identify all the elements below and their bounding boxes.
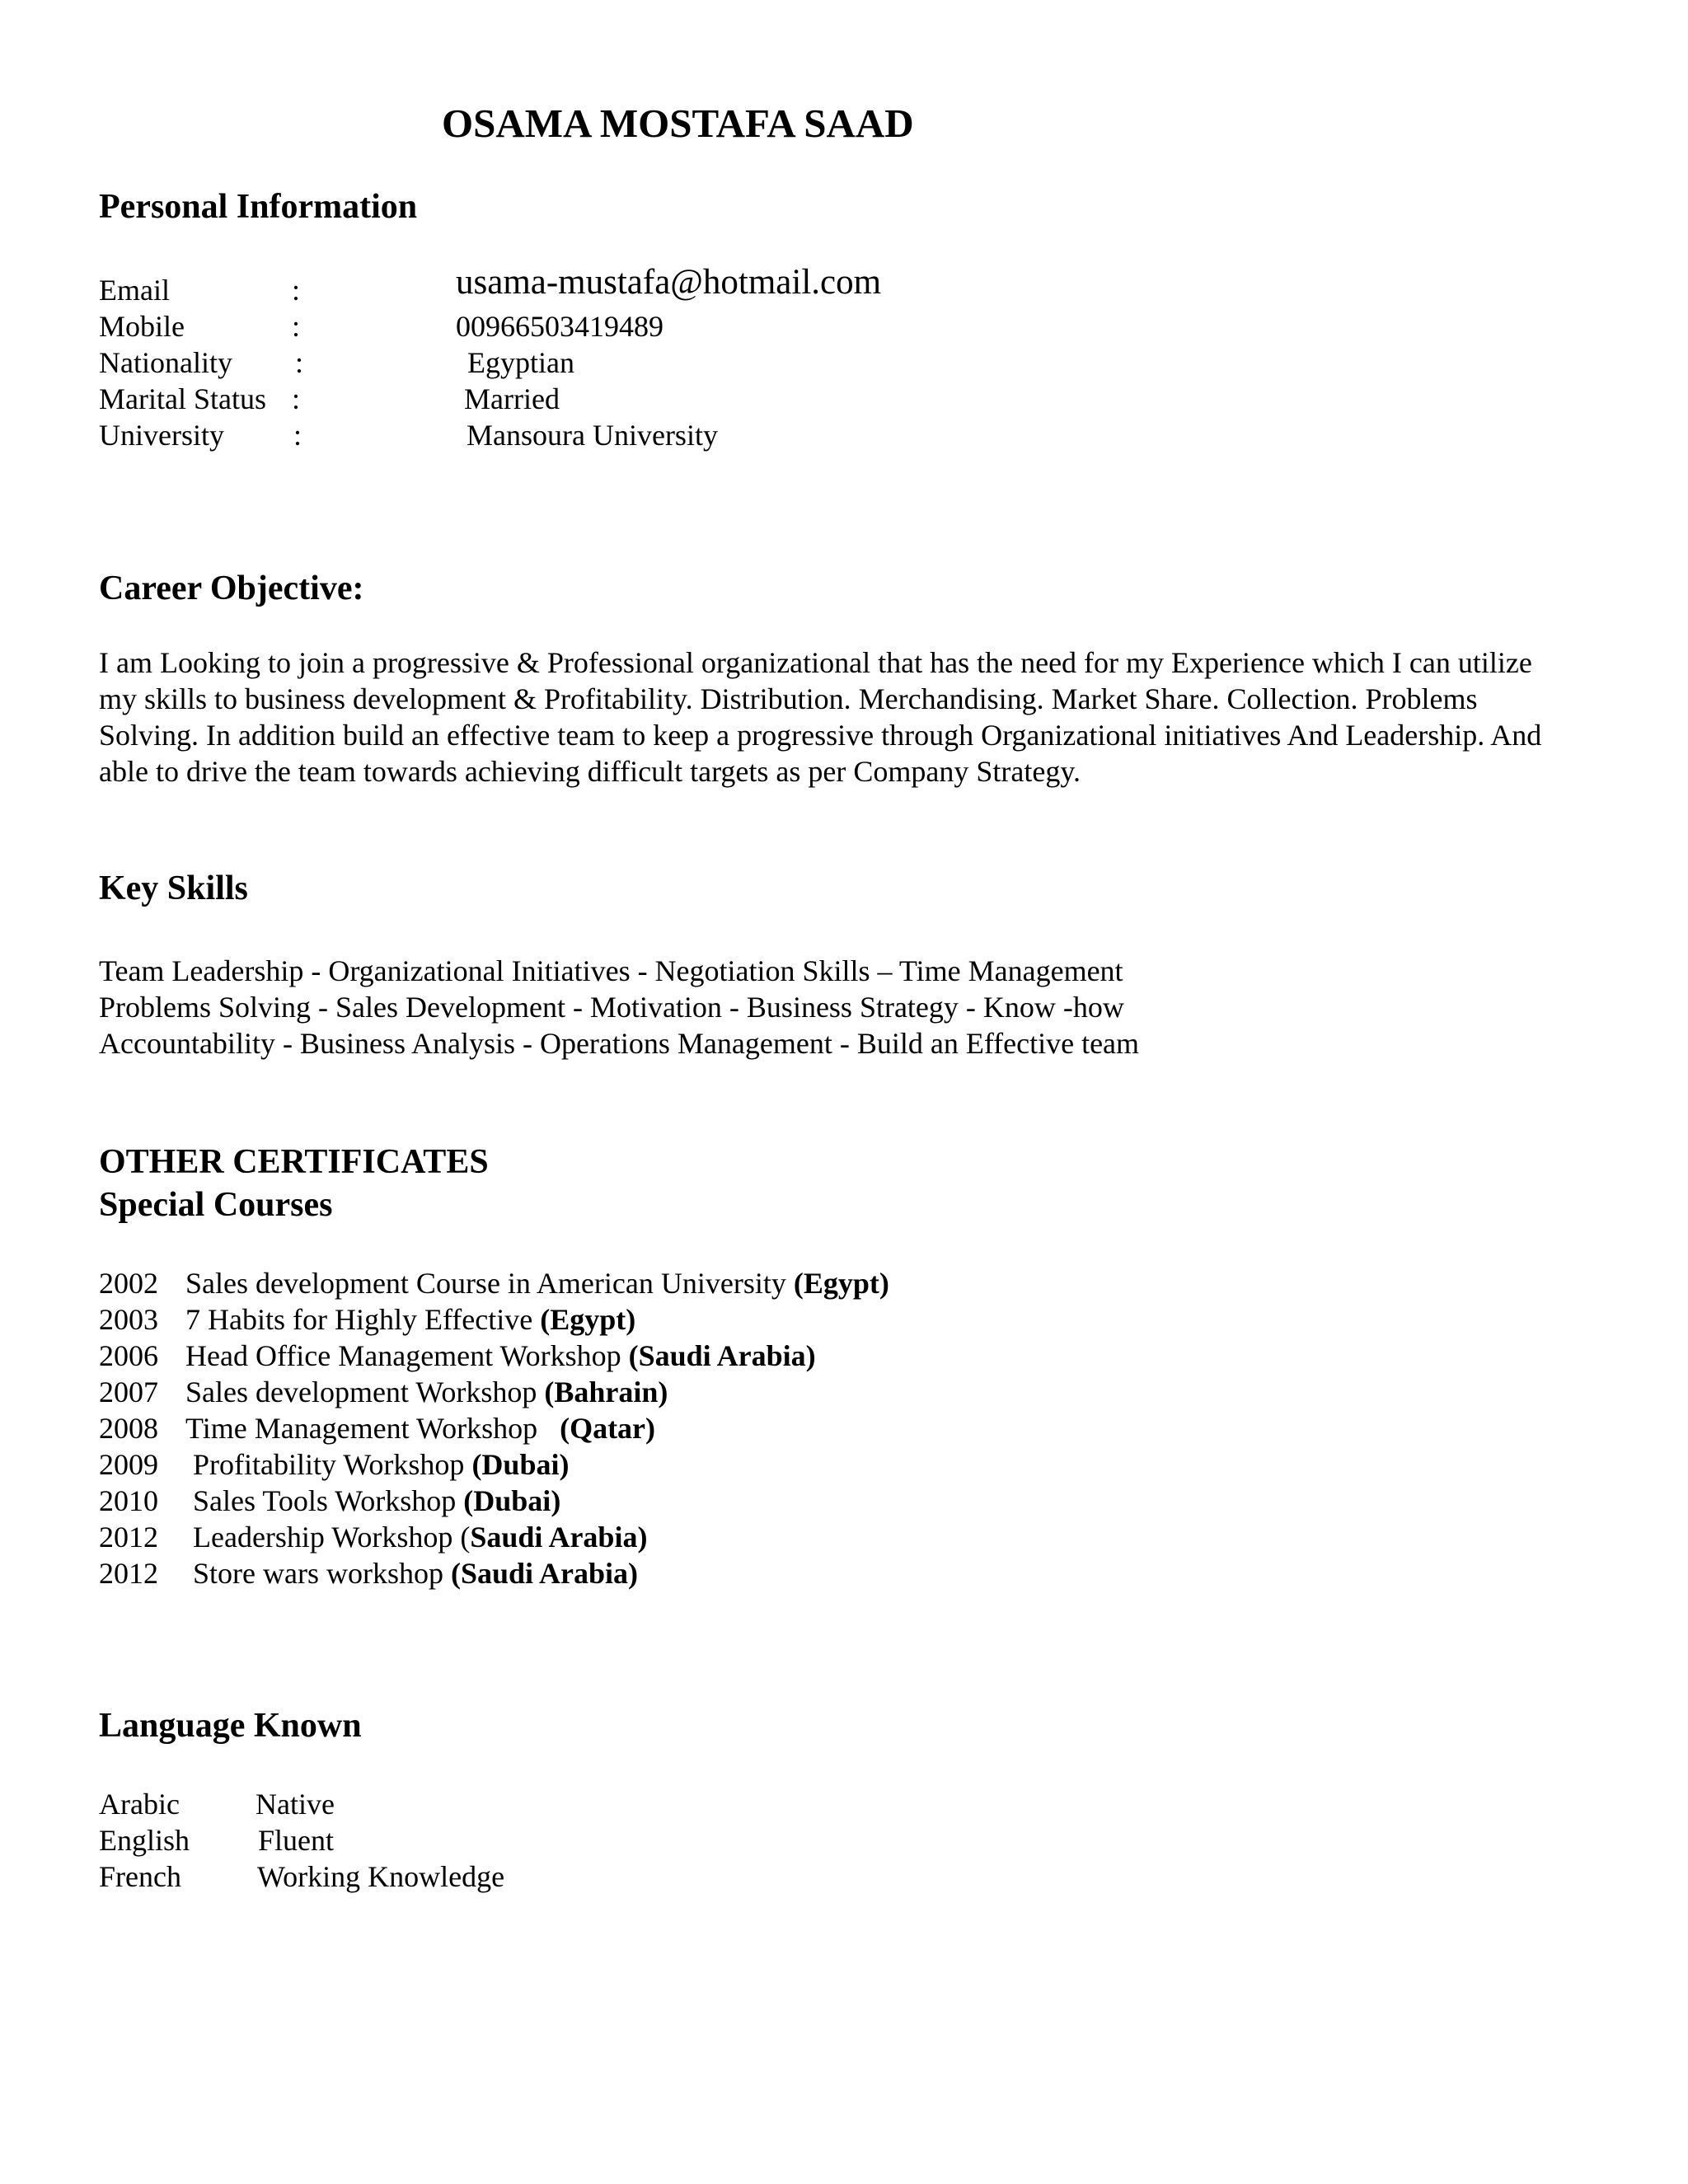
course-item: [99, 1265, 1418, 1301]
course-year: 2003: [99, 1303, 158, 1336]
course-title: Store wars workshop (Saudi Arabia): [193, 1557, 639, 1590]
marital-status-colon: :: [292, 382, 301, 415]
university-label: University: [99, 419, 224, 452]
language-name: English: [99, 1824, 190, 1857]
language-level: Fluent: [258, 1824, 335, 1857]
course-title: 7 Habits for Highly Effective (Egypt): [185, 1303, 636, 1336]
nationality-value: Egyptian: [467, 346, 574, 379]
marital-status-value: Married: [464, 382, 560, 415]
personal-info-row-email: [99, 263, 1253, 308]
course-item: [99, 1374, 1418, 1410]
nationality-label: Nationality: [99, 346, 232, 379]
course-year: 2007: [99, 1376, 158, 1408]
career-objective-text: I am Looking to join a progressive & Professional organizational that has the need for my Experience which I can utilize my skills to business development & Profitability. Distribution. Merchandising. Market Share. Collection. Problems Solving. In addition build an effective team to keep a progressive through Organizational initiatives And Leadership. And able to drive the team towards achieving difficult targets as per Company Strategy.: [99, 646, 1542, 788]
course-item: [99, 1519, 1418, 1555]
language-level: Native: [256, 1788, 335, 1821]
other-certificates-heading: OTHER CERTIFICATES: [99, 1143, 489, 1181]
candidate-name: OSAMA MOSTAFA SAAD: [442, 101, 914, 146]
language-known-heading: Language Known: [99, 1707, 362, 1745]
course-item: [99, 1483, 1418, 1519]
mobile-label: Mobile: [99, 310, 185, 343]
course-title: Profitability Workshop (Dubai): [193, 1448, 570, 1481]
course-location: (Saudi Arabia): [628, 1339, 816, 1372]
personal-info-row-mobile: [99, 308, 1253, 344]
key-skills-heading: Key Skills: [99, 869, 248, 907]
course-year: 2008: [99, 1412, 158, 1445]
course-title: Leadership Workshop (Saudi Arabia): [193, 1521, 648, 1554]
course-item: [99, 1301, 1418, 1338]
email-colon: :: [292, 274, 301, 307]
course-year: 2010: [99, 1484, 158, 1517]
marital-status-label: Marital Status: [99, 382, 266, 415]
course-item: [99, 1446, 1418, 1483]
course-item: [99, 1555, 1418, 1591]
key-skills-line: Team Leadership - Organizational Initiatives - Negotiation Skills – Time Management: [99, 954, 1123, 987]
course-year: 2009: [99, 1448, 158, 1481]
course-location: (Qatar): [560, 1412, 656, 1445]
course-location: Saudi Arabia): [470, 1521, 648, 1554]
course-title: Head Office Management Workshop (Saudi Arabia): [185, 1339, 816, 1372]
language-level: Working Knowledge: [257, 1860, 505, 1893]
course-location: (Egypt): [793, 1267, 889, 1300]
personal-info-row-nationality: [99, 344, 1253, 381]
language-row: [99, 1786, 758, 1822]
course-location: (Dubai): [463, 1484, 561, 1517]
special-courses-heading: Special Courses: [99, 1186, 333, 1224]
university-value: Mansoura University: [467, 419, 718, 452]
course-location: (Dubai): [471, 1448, 570, 1481]
language-row: [99, 1822, 758, 1858]
nationality-colon: :: [295, 346, 304, 379]
course-year: 2012: [99, 1521, 158, 1554]
language-row: [99, 1858, 758, 1895]
course-title: Sales development Workshop (Bahrain): [185, 1376, 668, 1408]
course-year: 2012: [99, 1557, 158, 1590]
language-name: French: [99, 1860, 181, 1893]
personal-info-row-marital-status: [99, 381, 1253, 417]
mobile-colon: :: [292, 310, 301, 343]
course-title: Sales development Course in American University (Egypt): [185, 1267, 889, 1300]
mobile-value: 00966503419489: [456, 310, 663, 343]
course-year: 2006: [99, 1339, 158, 1372]
course-title: Time Management Workshop (Qatar): [185, 1412, 656, 1445]
course-item: [99, 1410, 1418, 1446]
university-colon: :: [293, 419, 302, 452]
course-title: Sales Tools Workshop (Dubai): [193, 1484, 561, 1517]
course-location: (Bahrain): [544, 1376, 668, 1408]
key-skills-line: Problems Solving - Sales Development - Motivation - Business Strategy - Know -how: [99, 991, 1124, 1024]
career-objective-heading: Career Objective:: [99, 569, 364, 607]
personal-info-row-university: [99, 417, 1253, 453]
language-name: Arabic: [99, 1788, 180, 1821]
email-value[interactable]: usama-mustafa@hotmail.com: [456, 263, 882, 302]
email-label: Email: [99, 274, 170, 307]
personal-info-heading: Personal Information: [99, 188, 418, 226]
course-year: 2002: [99, 1267, 158, 1300]
key-skills-line: Accountability - Business Analysis - Operations Management - Build an Effective team: [99, 1027, 1140, 1060]
course-item: [99, 1338, 1418, 1374]
course-location: (Egypt): [540, 1303, 636, 1336]
course-location: (Saudi Arabia): [450, 1557, 639, 1590]
